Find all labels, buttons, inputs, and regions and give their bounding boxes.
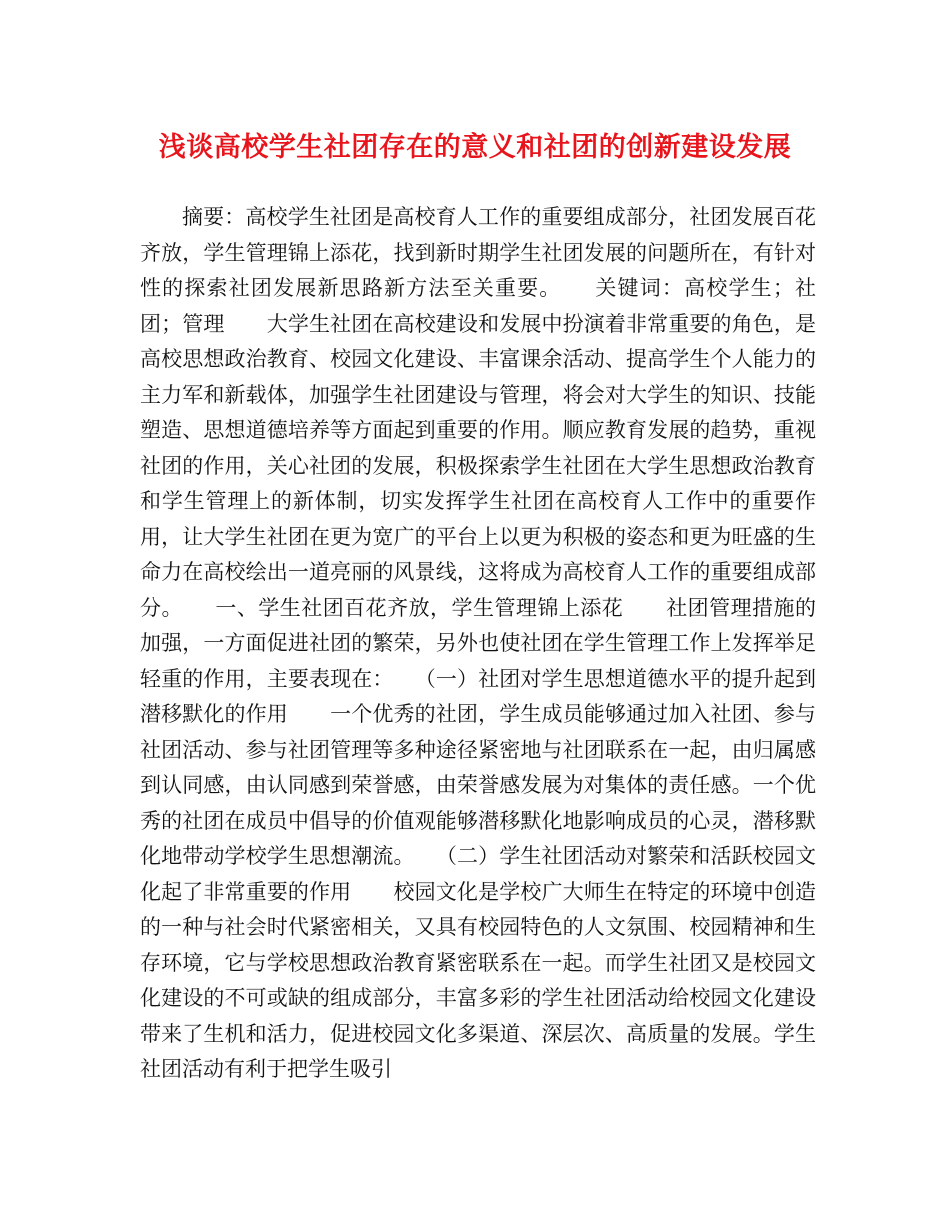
document-body-paragraph: 摘要：高校学生社团是高校育人工作的重要组成部分，社团发展百花齐放，学生管理锦上添花，找到新时期学生社团发展的问题所在，有针对性的探索社团发展新思路新方法至关重要。 关键词：高校学生；社团；管理 大学生社团在高校建设和发展中扮演着非常重要的角色，是高校思想政治教育、校园文化建设、丰富课余活动、提高学生个人能力的主力军和新载体，加强学生社团建设与管理，将会对大学生的知识、技能塑造、思想道德培养等方面起到重要的作用。顺应教育发展的趋势，重视社团的作用，关心社团的发展，积极探索学生社团在大学生思想政治教育和学生管理上的新体制，切实发挥学生社团在高校育人工作中的重要作用，让大学生社团在更为宽广的平台上以更为积极的姿态和更为旺盛的生命力在高校绘出一道亮丽的风景线，这将成为高校育人工作的重要组成部分。 一、学生社团百花齐放，学生管理锦上添花 社团管理措施的加强，一方面促进社团的繁荣，另外也使社团在学生管理工作上发挥举足轻重的作用，主要表现在： （一）社团对学生思想道德水平的提升起到潜移默化的作用 一个优秀的社团，学生成员能够通过加入社团、参与社团活动、参与社团管理等多种途径紧密地与社团联系在一起，由归属感到认同感，由认同感到荣誉感，由荣誉感发展为对集体的责任感。一个优秀的社团在成员中倡导的价值观能够潜移默化地影响成员的心灵，潜移默化地带动学校学生思想潮流。 （二）学生社团活动对繁荣和活跃校园文化起了非常重要的作用 校园文化是学校广大师生在特定的环境中创造的一种与社会时代紧密相关，又具有校园特色的人文氛围、校园精神和生存环境，它与学校思想政治教育紧密联系在一起。而学生社团又是校园文化建设的不可或缺的组成部分，丰富多彩的学生社团活动给校园文化建设带来了生机和活力，促进校园文化多渠道、深层次、高质量的发展。学生社团活动有利于把学生吸引 xyxy=(140,205,816,1081)
document-title: 浅谈高校学生社团存在的意义和社团的创新建设发展 xyxy=(158,132,792,163)
